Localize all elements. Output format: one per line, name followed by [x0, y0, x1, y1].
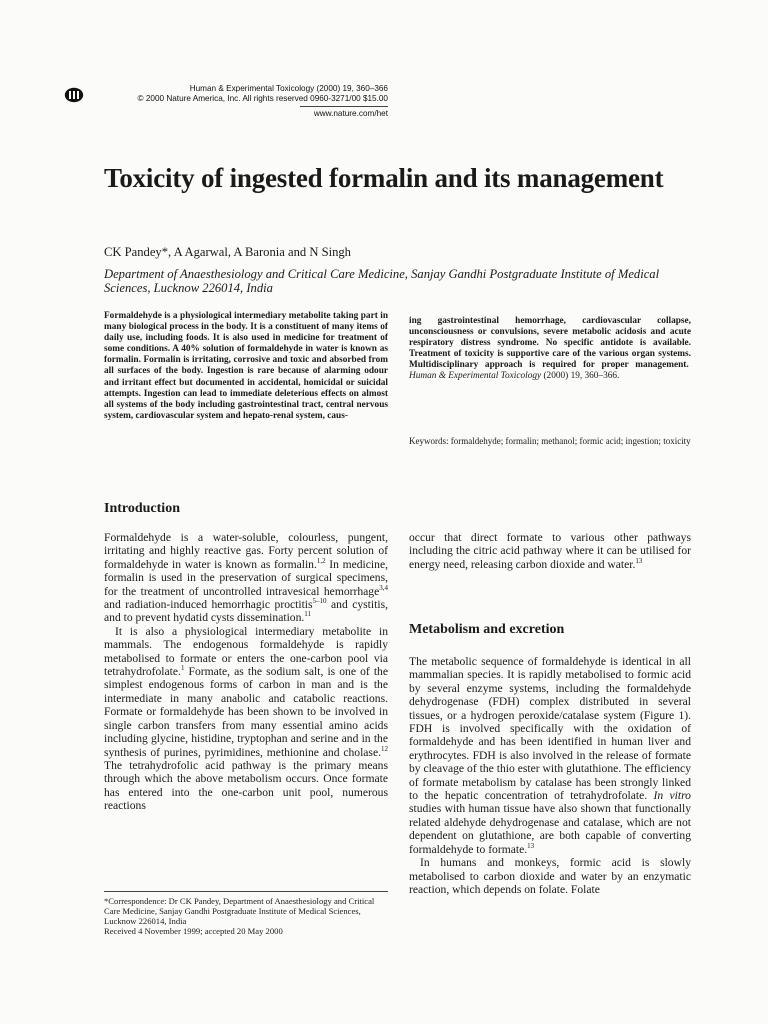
citation-ref: 13: [635, 556, 643, 565]
citation-ref: 11: [304, 610, 312, 619]
article-title: Toxicity of ingested formalin and its management: [104, 163, 664, 193]
abstract-citation-journal: Human & Experimental Toxicology: [409, 371, 542, 382]
journal-url: www.nature.com/het: [313, 109, 388, 118]
correspondence-note: *Correspondence: Dr CK Pandey, Department of Anaesthesiology and Critical Care Medicine, Sanjay Gandhi Postgraduate Institute of Medical Sciences, Lucknow 226014, India: [104, 896, 375, 926]
intro-paragraph-1: Formaldehyde is a water-soluble, colourless, pungent, irritating and highly reactive gas. Forty percent solution of formaldehyde in water is known as formalin.$^{1,2}$ In medicine, formalin is used in the preservation of surgical specimens, for the treatment of uncontrolled intravesical hemorrhage$^{3,4}$ and radiation-induced hemorrhagic proctitis$^{5-10}$ and cystitis, and to prevent hydatid cysts dissemination.$^{11}$: [104, 531, 388, 625]
journal-line: Human & Experimental Toxicology (2000) 19, 360–366: [189, 84, 388, 93]
metabolism-paragraph-1: The metabolic sequence of formaldehyde is identical in all mammalian species. It is rapidly metabolised to formic acid by several enzyme systems, including the formaldehyde dehydrogenase (FDH) complex distributed in several tissues, or a hydrogen peroxide/catalase system (Figure 1). FDH is involved specifically with the oxidation of formaldehyde and has been identified in human liver and erythrocytes. FDH is also involved in the release of formate by cleavage of the thio ester with glutathione. The efficiency of formate metabolism by catalase has been strongly linked to the hepatic concentration of tetrahydrofolate. In vitro studies with human tissue have also shown that functionally related aldehyde dehydrogenase and catalase, which are not dependent on glutathione, are both capable of converting formaldehyde to formate.$^{13}$: [409, 655, 691, 856]
citation-ref: 3,4: [379, 583, 388, 592]
introduction-heading: Introduction: [104, 501, 180, 516]
footnote: [104, 896, 388, 936]
copyright-line: © 2000 Nature America, Inc. All rights reserved 0960-3271/00 $15.00: [137, 94, 388, 103]
author-affiliation: Department of Anaesthesiology and Critical Care Medicine, Sanjay Gandhi Postgraduate Institute of Medical Sciences, Lucknow 226014, India: [104, 267, 660, 295]
citation-ref: 5–10: [312, 597, 327, 606]
abstract-right: [409, 316, 691, 383]
header-divider: [300, 106, 388, 107]
keywords: [409, 436, 691, 447]
nature-publishing-logo-icon: [64, 87, 84, 103]
abstract-right-text: ing gastrointestinal hemorrhage, cardiovascular collapse, unconsciousness or convulsions, severe metabolic acidosis and acute respiratory distress syndrome. No specific antidote is available. Treatment of toxicity is supportive care of the various organ systems. Multidisciplinary approach is required for proper management.: [409, 316, 691, 371]
citation-ref: 1: [180, 664, 185, 673]
introduction-continued: [409, 531, 691, 571]
citation-ref: 13: [527, 841, 535, 850]
keywords-label: Keywords:: [409, 436, 449, 446]
metabolism-paragraph-2: In humans and monkeys, formic acid is slowly metabolised to carbon dioxide and water by an enzymatic reaction, which depends on folate. Folate: [409, 856, 691, 896]
footnote-divider: [104, 891, 388, 892]
metabolism-body: [409, 655, 691, 896]
abstract-citation-details: (2000) 19, 360–366.: [543, 371, 620, 382]
citation-ref: 12: [381, 744, 388, 753]
introduction-body: [104, 531, 388, 813]
intro-paragraph-2: It is also a physiological intermediary metabolite in mammals. The endogenous formaldehyde is rapidly metabolised to formate or enters the one-carbon pool via tetrahydrofolate.$^1$ Formate, as the sodium salt, is one of the simplest endogenous forms of carbon in man and is the intermediate in many anabolic and catabolic reactions. Formate or formaldehyde has been shown to be involved in single carbon transfers from many essential amino acids including glycine, histidine, tryptophan and serine and in the synthesis of purines, pyrimidines, methionine and cholase.$^{12}$ The tetrahydrofolic acid pathway is the primary means through which the above metabolism occurs. Once formate has entered into the one-carbon unit pool, numerous reactions: [104, 624, 388, 813]
intro-continued-paragraph: occur that direct formate to various other pathways including the citric acid pathway where it can be utilised for energy need, releasing carbon dioxide and water.$^{13}$: [409, 531, 691, 571]
citation-ref: 1,2: [316, 556, 326, 565]
author-list: CK Pandey*, A Agarwal, A Baronia and N Singh: [104, 245, 351, 259]
metabolism-heading: Metabolism and excretion: [409, 622, 565, 637]
keywords-text: formaldehyde; formalin; methanol; formic acid; ingestion; toxicity: [450, 436, 691, 446]
abstract-left: Formaldehyde is a physiological intermediary metabolite taking part in many biological process in the body. It is a constituent of many items of daily use, including foods. It is also used in medicine for treatment of some conditions. A 40% solution of formaldehyde in water is known as formalin. Formalin is irritating, corrosive and toxic and absorbed from all surfaces of the body. Ingestion is rare because of alarming odour and irritant effect but documented in accidental, homicidal or suicidal attempts. Ingestion can lead to immediate deleterious effects on almost all systems of the body including gastrointestinal tract, central nervous system, cardiovascular system and hepato-renal system, caus-: [104, 311, 388, 421]
received-dates: Received 4 November 1999; accepted 20 May 2000: [104, 926, 283, 936]
